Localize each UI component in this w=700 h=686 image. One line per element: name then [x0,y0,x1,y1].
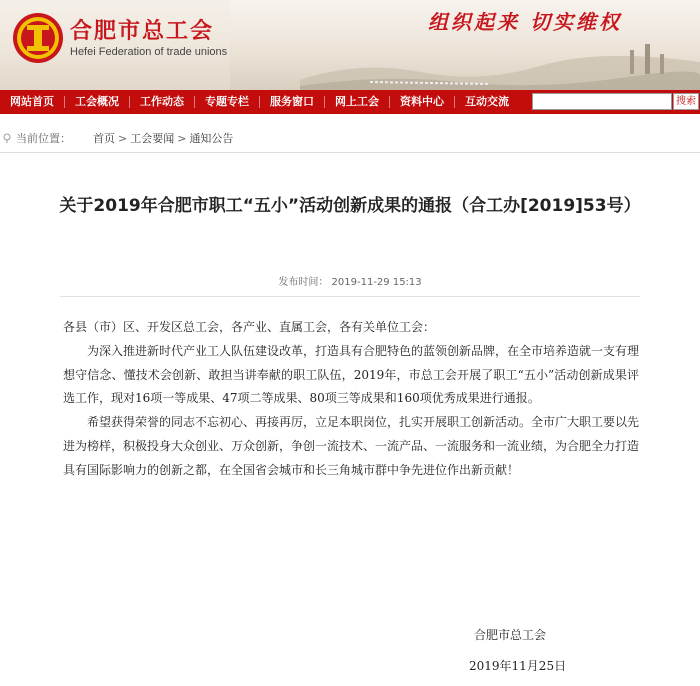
nav-item-online-union[interactable]: 网上工会 [335,95,379,108]
site-logo-english: Hefei Federation of trade unions [70,46,228,58]
location-pin-icon [2,133,12,143]
nav-item-interaction[interactable]: 互动交流 [465,95,509,108]
article-paragraph: 希望获得荣誉的同志不忘初心、再接再厉，立足本职岗位，扎实开展职工创新活动。全市广大职工要以先进为榜样，积极投身大众创业、万众创新，争创一流技术、一流产品、一流服务和一流业绩，为合肥全力打造具有国际影响力的创新之都，在全国省会城市和长三角城市群中争先进位作出新贡献！ [63,415,640,477]
nav-item-home[interactable]: 网站首页 [10,95,54,108]
nav-item-services[interactable]: 服务窗口 [270,95,314,108]
article-title: 关于2019年合肥市职工“五小”活动创新成果的通报（合工办[2019]53号） [59,196,641,216]
article-signature: 合肥市总工会 [474,628,547,642]
search-button[interactable]: 搜索 [673,93,699,110]
nav-item-news[interactable]: 工作动态 [140,95,184,108]
landscape-illustration [300,40,700,90]
breadcrumb-home[interactable]: 首页 [93,132,115,145]
breadcrumb-label: 当前位置： [16,132,71,145]
site-logo-text[interactable]: 合肥市总工会 [70,18,215,44]
breadcrumb-union-news[interactable]: 工会要闻 [130,132,175,145]
breadcrumb-divider [0,152,700,153]
nav-item-topics[interactable]: 专题专栏 [205,95,249,108]
nav-item-overview[interactable]: 工会概况 [75,95,119,108]
breadcrumb-separator: > [118,131,128,145]
search-input[interactable] [532,93,672,110]
header-banner [0,0,700,90]
article-body [63,316,639,483]
publish-time-value: 2019-11-29 15:13 [331,277,422,288]
header-slogan: 组织起来 切实维权 [428,10,622,34]
main-nav [0,90,700,114]
union-logo-icon [12,12,64,64]
nav-item-resources[interactable]: 资料中心 [400,95,444,108]
article-salutation: 各县（市）区、开发区总工会，各产业、直属工会，各有关单位工会： [63,320,436,334]
breadcrumb-notices[interactable]: 通知公告 [189,132,234,145]
article-paragraph: 为深入推进新时代产业工人队伍建设改革，打造具有合肥特色的蓝领创新品牌，在全市培养造就一支有理想守信念、懂技术会创新、敢担当讲奉献的职工队伍，2019年，市总工会开展了职工“五小”活动创新成果评选工作，现对16项一等成果、47项二等成果、80项三等成果和160项优秀成果进行通报。 [63,343,640,406]
breadcrumb [0,128,700,148]
article-divider [60,296,640,297]
publish-time [60,273,640,288]
publish-time-label: 发布时间： [278,277,329,288]
article-date: 2019年11月25日 [469,659,567,673]
breadcrumb-separator: > [177,131,187,145]
